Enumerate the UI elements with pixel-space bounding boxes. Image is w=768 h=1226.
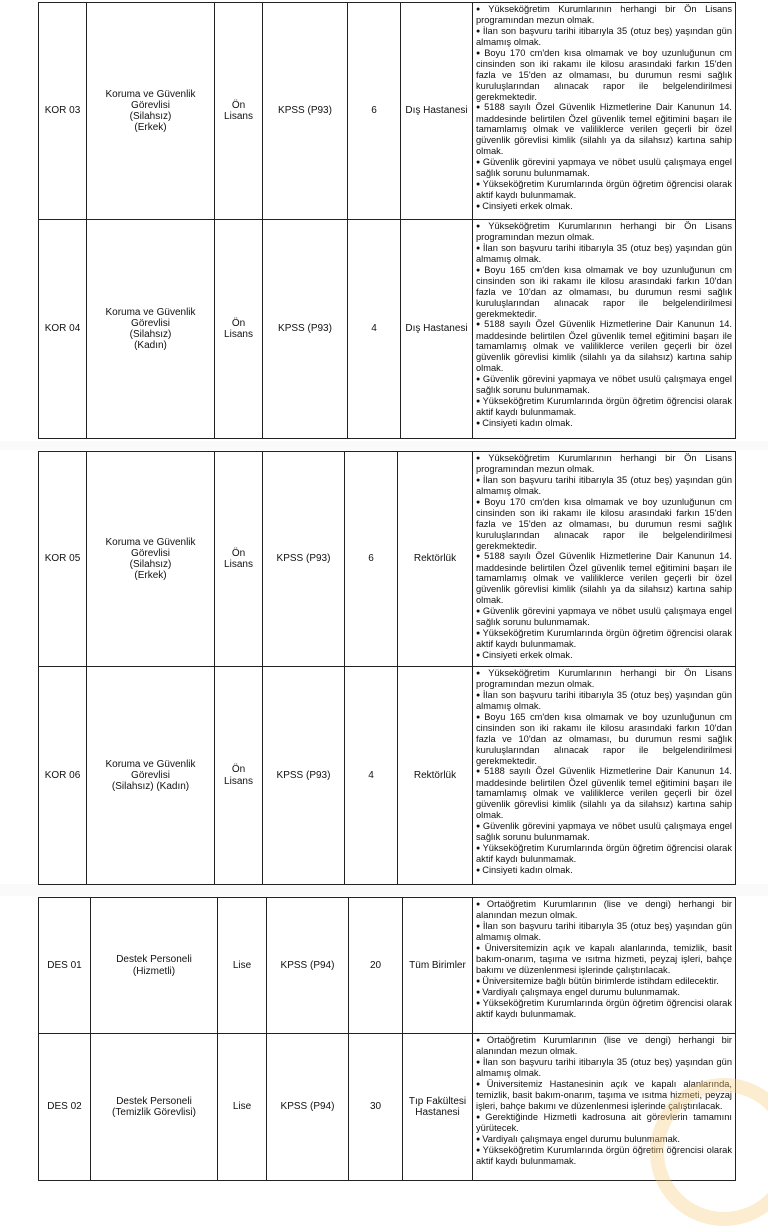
cell-line: Görevlisi: [131, 317, 170, 329]
cell-line: Ön: [231, 764, 246, 776]
position-code: KOR 05: [39, 452, 87, 667]
requirement-item: ● Yükseköğretim Kurumlarında örgün öğretim öğrencisi olarak aktif kaydı bulunmamak.: [476, 843, 732, 865]
education-level: [215, 3, 263, 220]
position-title: [91, 898, 218, 1034]
requirement-item: ● Boyu 170 cm'den kısa olmamak ve boy uzunluğunun cm cinsinden son iki rakamı ile kilosu arasındaki farkın 15'den fazla ve 15'den az olmaması, bu durumun resmi sağlık kuruluşlarından alınacak rapor ile belgelendirilmesi gerekmektedir.: [476, 497, 732, 551]
requirement-item: ● Cinsiyeti kadın olmak.: [476, 865, 732, 876]
cell-line: Görevlisi: [131, 769, 170, 781]
table-body: [39, 898, 736, 1181]
quota-count: 30: [349, 1034, 403, 1181]
cell-line: (Silahsız): [129, 111, 172, 122]
requirement-item: ● 5188 sayılı Özel Güvenlik Hizmetlerine Dair Kanunun 14. maddesinde belirtilen Özel güvenlik temel eğitimini başarı ile tamamlamış olmak ve valiliklerce verilen geçerli bir özel güvenlik görevlisi kimlik (silahlı ya da silahsız) kartına sahip olmak.: [476, 102, 732, 156]
requirement-item: ● Üniversitemize bağlı bütün birimlerde istihdam edilecektir.: [476, 976, 732, 987]
quota-count: 20: [349, 898, 403, 1034]
cell-line: Koruma ve Güvenlik: [105, 88, 196, 100]
position-title: [87, 667, 215, 885]
unit-name: Dış Hastanesi: [401, 3, 473, 220]
exam-score-type: KPSS (P93): [263, 667, 345, 885]
requirement-item: ● Yükseköğretim Kurumlarında örgün öğretim öğrencisi olarak aktif kaydı bulunmamak.: [476, 179, 732, 201]
cell-line: (Kadın): [134, 340, 167, 352]
position-table: [38, 897, 736, 1181]
page-gap: [0, 441, 768, 450]
quota-count: 4: [345, 667, 398, 885]
cell-line: Koruma ve Güvenlik: [105, 306, 196, 318]
position-code: DES 02: [39, 1034, 91, 1181]
requirement-item: ● Güvenlik görevini yapmaya ve nöbet usulü çalışmaya engel sağlık sorunu bulunmamak.: [476, 374, 732, 396]
requirement-item: ● Cinsiyeti kadın olmak.: [476, 418, 732, 429]
requirements: [473, 452, 736, 667]
cell-line: Lise: [232, 1101, 252, 1113]
table-row: [39, 3, 736, 220]
requirement-item: ● Boyu 170 cm'den kısa olmamak ve boy uzunluğunun cm cinsinden son iki rakamı ile kilosu arasındaki farkın 15'den fazla ve 15'den az olmaması, bu durumun resmi sağlık kuruluşlarından alınacak rapor ile belgelendirilmesi gerekmektedir.: [476, 48, 732, 102]
requirement-item: ● Yükseköğretim Kurumlarının herhangi bir Ön Lisans programından mezun olmak.: [476, 4, 732, 26]
table-body: [39, 452, 736, 885]
cell-line: Lisans: [224, 775, 253, 787]
requirement-item: ● Yükseköğretim Kurumlarında örgün öğretim öğrencisi olarak aktif kaydı bulunmamak.: [476, 396, 732, 418]
quota-count: 6: [345, 452, 398, 667]
position-code: DES 01: [39, 898, 91, 1034]
cell-line: Lisans: [224, 559, 253, 570]
education-level: [215, 452, 263, 667]
table-row: [39, 1034, 736, 1181]
cell-line: (Erkek): [134, 570, 167, 582]
exam-score-type: KPSS (P94): [267, 1034, 349, 1181]
requirement-item: ● İlan son başvuru tarihi itibarıyla 35 (otuz beş) yaşından gün almamış olmak.: [476, 1057, 732, 1079]
requirement-item: ● Cinsiyeti erkek olmak.: [476, 650, 732, 661]
page-gap: [0, 884, 768, 896]
cell-line: (Temizlik Görevlisi): [112, 1107, 196, 1118]
cell-line: (Silahsız): [129, 329, 172, 340]
education-level: [218, 1034, 267, 1181]
exam-score-type: KPSS (P94): [267, 898, 349, 1034]
table-row: [39, 452, 736, 667]
requirement-item: ● Yükseköğretim Kurumlarının herhangi bir Ön Lisans programından mezun olmak.: [476, 668, 732, 690]
cell-line: Lisans: [224, 111, 253, 122]
cell-line: Lisans: [224, 329, 253, 340]
requirement-item: ● Güvenlik görevini yapmaya ve nöbet usulü çalışmaya engel sağlık sorunu bulunmamak.: [476, 821, 732, 843]
requirement-item: ● Yükseköğretim Kurumlarında örgün öğretim öğrencisi olarak aktif kaydı bulunmamak.: [476, 1145, 732, 1167]
cell-line: Ön: [231, 99, 246, 111]
cell-line: Destek Personeli: [116, 1095, 192, 1107]
position-title: [87, 220, 215, 439]
table-row: [39, 898, 736, 1034]
position-title: [87, 3, 215, 220]
requirement-item: ● 5188 sayılı Özel Güvenlik Hizmetlerine Dair Kanunun 14. maddesinde belirtilen Özel güvenlik temel eğitimini başarı ile tamamlamış olmak ve valiliklerce verilen geçerli bir özel güvenlik görevlisi kimlik (silahlı ya da silahsız) kartına sahip olmak.: [476, 319, 732, 373]
position-code: KOR 03: [39, 3, 87, 220]
requirement-item: ● Yükseköğretim Kurumlarında örgün öğretim öğrencisi olarak aktif kaydı bulunmamak.: [476, 998, 732, 1020]
cell-line: Ön: [231, 547, 246, 559]
requirement-item: ● İlan son başvuru tarihi itibarıyla 35 (otuz beş) yaşından gün almamış olmak.: [476, 26, 732, 48]
table-row: [39, 667, 736, 885]
requirement-item: ● Yükseköğretim Kurumlarının herhangi bir Ön Lisans programından mezun olmak.: [476, 221, 732, 243]
position-title: [91, 1034, 218, 1181]
cell-line: (Silahsız) (Kadın): [111, 781, 190, 793]
unit-name: Tıp Fakültesi Hastanesi: [403, 1034, 473, 1181]
requirement-item: ● Boyu 165 cm'den kısa olmamak ve boy uzunluğunun cm cinsinden son iki rakamı ile kilosu arasındaki farkın 10'dan fazla ve 10'dan az olmaması, bu durumun resmi sağlık kuruluşlarından alınacak rapor ile belgelendirilmesi gerekmektedir.: [476, 712, 732, 766]
requirement-item: ● Ortaöğretim Kurumlarının (lise ve dengi) herhangi bir alanından mezun olmak.: [476, 899, 732, 921]
position-code: KOR 06: [39, 667, 87, 885]
requirement-item: ● İlan son başvuru tarihi itibarıyla 35 (otuz beş) yaşından gün almamış olmak.: [476, 690, 732, 712]
requirement-item: ● İlan son başvuru tarihi itibarıyla 35 (otuz beş) yaşından gün almamış olmak.: [476, 475, 732, 497]
cell-line: (Silahsız): [129, 559, 172, 570]
requirement-item: ● 5188 sayılı Özel Güvenlik Hizmetlerine Dair Kanunun 14. maddesinde belirtilen Özel güvenlik temel eğitimini başarı ile tamamlamış olmak ve valiliklerce verilen geçerli bir özel güvenlik görevlisi kimlik (silahlı ya da silahsız) kartına sahip olmak.: [476, 551, 732, 605]
requirements: [473, 3, 736, 220]
requirement-item: ● İlan son başvuru tarihi itibarıyla 35 (otuz beş) yaşından gün almamış olmak.: [476, 921, 732, 943]
education-level: [218, 898, 267, 1034]
requirements: [473, 898, 736, 1034]
position-table: [38, 451, 736, 885]
cell-line: Görevlisi: [131, 99, 170, 111]
exam-score-type: KPSS (P93): [263, 452, 345, 667]
unit-name: Rektörlük: [398, 452, 473, 667]
unit-name: Tüm Birimler: [403, 898, 473, 1034]
cell-line: Ön: [231, 317, 246, 329]
cell-line: Koruma ve Güvenlik: [105, 536, 196, 548]
unit-name: Rektörlük: [398, 667, 473, 885]
cell-line: (Hizmetli): [132, 965, 176, 977]
requirement-item: ● Üniversitemiz Hastanesinin açık ve kapalı alanlarında, temizlik, basit bakım-onarım, taşıma ve ısıtma hizmeti, peyzaj işleri, bahçe bakımı ve düzenlenmesi işlerinde çalıştırılacak.: [476, 1079, 732, 1112]
requirement-item: ● Gerektiğinde Hizmetli kadrosuna ait görevlerin tamamını yürütecek.: [476, 1112, 732, 1134]
requirement-item: ● 5188 sayılı Özel Güvenlik Hizmetlerine Dair Kanunun 14. maddesinde belirtilen Özel güvenlik temel eğitimini başarı ile tamamlamış olmak ve valiliklerce verilen geçerli bir özel güvenlik görevlisi kimlik (silahlı ya da silahsız) kartına sahip olmak.: [476, 766, 732, 820]
requirements: [473, 667, 736, 885]
unit-name: Dış Hastanesi: [401, 220, 473, 439]
exam-score-type: KPSS (P93): [263, 220, 348, 439]
requirement-item: ● Yükseköğretim Kurumlarının herhangi bir Ön Lisans programından mezun olmak.: [476, 453, 732, 475]
education-level: [215, 220, 263, 439]
requirement-item: ● Güvenlik görevini yapmaya ve nöbet usulü çalışmaya engel sağlık sorunu bulunmamak.: [476, 157, 732, 179]
cell-line: (Erkek): [134, 122, 167, 134]
requirement-item: ● Güvenlik görevini yapmaya ve nöbet usulü çalışmaya engel sağlık sorunu bulunmamak.: [476, 606, 732, 628]
quota-count: 6: [348, 3, 401, 220]
cell-line: Koruma ve Güvenlik: [105, 758, 196, 770]
requirement-item: ● Ortaöğretim Kurumlarının (lise ve dengi) herhangi bir alanından mezun olmak.: [476, 1035, 732, 1057]
table-row: [39, 220, 736, 439]
exam-score-type: KPSS (P93): [263, 3, 348, 220]
cell-line: Lise: [232, 959, 252, 971]
position-table: [38, 2, 736, 439]
requirement-item: ● Cinsiyeti erkek olmak.: [476, 201, 732, 212]
requirements: [473, 220, 736, 439]
requirement-item: ● Vardiyalı çalışmaya engel durumu bulunmamak.: [476, 987, 732, 998]
requirement-item: ● Yükseköğretim Kurumlarında örgün öğretim öğrencisi olarak aktif kaydı bulunmamak.: [476, 628, 732, 650]
position-title: [87, 452, 215, 667]
cell-line: Görevlisi: [131, 547, 170, 559]
table-body: [39, 3, 736, 439]
position-code: KOR 04: [39, 220, 87, 439]
requirement-item: ● Vardiyalı çalışmaya engel durumu bulunmamak.: [476, 1134, 732, 1145]
quota-count: 4: [348, 220, 401, 439]
requirement-item: ● Boyu 165 cm'den kısa olmamak ve boy uzunluğunun cm cinsinden son iki rakamı ile kilosu arasındaki farkın 10'dan fazla ve 10'dan az olmaması, bu durumun resmi sağlık kuruluşlarından alınacak rapor ile belgelendirilmesi gerekmektedir.: [476, 265, 732, 319]
requirement-item: ● Üniversitemizin açık ve kapalı alanlarında, temizlik, basit bakım-onarım, taşıma ve ısıtma hizmeti, peyzaj işleri, bahçe bakımı ve düzenlenmesi işlerinde çalıştırılacak.: [476, 943, 732, 976]
education-level: [215, 667, 263, 885]
cell-line: Destek Personeli: [116, 954, 192, 966]
requirement-item: ● İlan son başvuru tarihi itibarıyla 35 (otuz beş) yaşından gün almamış olmak.: [476, 243, 732, 265]
